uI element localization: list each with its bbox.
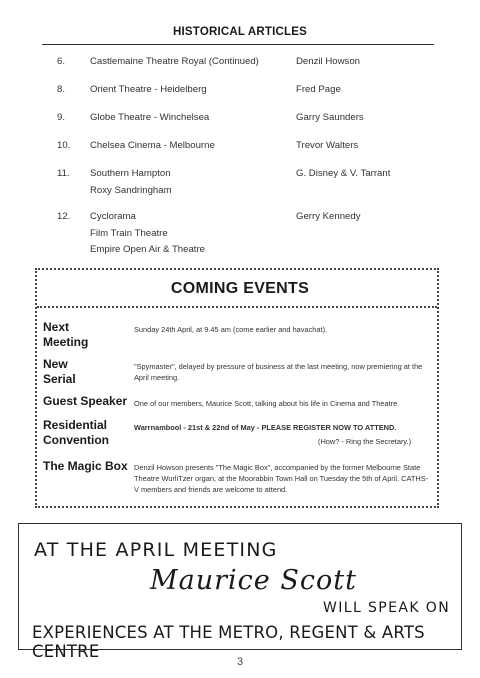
article-number: 10.: [57, 140, 71, 151]
article-title: Roxy Sandringham: [90, 184, 172, 196]
article-title: Chelsea Cinema - Melbourne: [90, 140, 215, 151]
coming-events-rule: [37, 306, 437, 308]
event-label-line: Serial: [43, 372, 76, 386]
article-title: Orient Theatre - Heidelberg: [90, 84, 207, 95]
april-meeting-heading: AT THE APRIL MEETING: [34, 539, 278, 561]
article-author: Fred Page: [296, 84, 341, 95]
article-author: G. Disney & V. Tarrant: [296, 168, 391, 179]
event-label-line: Residential: [43, 418, 108, 432]
event-label-line: New: [43, 357, 68, 371]
event-text-residential-convention-note: (How? - Ring the Secretary.): [318, 437, 412, 446]
event-label-line: Convention: [43, 433, 109, 447]
article-title: Castlemaine Theatre Royal (Continued): [90, 56, 259, 67]
article-number: 12.: [57, 211, 71, 222]
speaker-name: Maurice Scott: [150, 565, 357, 596]
talk-topic: EXPERIENCES AT THE METRO, REGENT & ARTS CENTRE: [32, 623, 425, 661]
article-number: 6.: [57, 56, 66, 67]
event-text-magic-box: Denzil Howson presents "The Magic Box", accompanied by the former Melbourne State Theatre WurliTzer organ, at the Moorabbin Town Hall on Tuesday the 5th of April. CATHS-V members and friends are welcome to attend.: [134, 463, 429, 494]
page-number: 3: [236, 656, 244, 668]
event-label-guest-speaker: [43, 394, 127, 409]
article-title: Cyclorama: [90, 211, 136, 222]
coming-events-heading: COMING EVENTS: [170, 280, 310, 297]
article-author: Gerry Kennedy: [296, 211, 361, 222]
article-number: 11.: [57, 168, 70, 179]
event-label-next-meeting: [43, 320, 88, 350]
article-title: Southern Hampton: [90, 168, 171, 179]
event-label-line: The Magic Box: [43, 459, 128, 473]
article-title: Empire Open Air & Theatre: [90, 244, 206, 255]
article-author: Garry Saunders: [296, 112, 364, 123]
will-speak-on: WILL SPEAK ON: [323, 600, 451, 616]
event-label-line: Meeting: [43, 335, 89, 349]
event-label-magic-box: [43, 459, 128, 474]
article-title: Film Train Theatre: [90, 227, 168, 239]
event-text-residential-convention: Warrnambool - 21st & 22nd of May - PLEASE REGISTER NOW TO ATTEND.: [134, 423, 397, 432]
event-label-line: Next: [43, 320, 70, 334]
event-text-next-meeting: Sunday 24th April, at 9.45 am (come earlier and havachat).: [134, 325, 328, 334]
article-author: Denzil Howson: [296, 56, 360, 67]
event-text-guest-speaker: One of our members, Maurice Scott, talking about his life in Cinema and Theatre: [134, 399, 398, 408]
event-label-line: Guest Speaker: [43, 394, 128, 408]
heading-rule: [42, 44, 434, 45]
event-label-new-serial: [43, 357, 76, 387]
event-text-new-serial: "Spymaster", delayed by pressure of business at the last meeting, now premiering at the April meeting.: [134, 362, 423, 382]
article-author: Trevor Walters: [296, 140, 359, 151]
article-number: 8.: [57, 84, 66, 95]
article-title: Globe Theatre - Winchelsea: [90, 112, 210, 123]
article-number: 9.: [57, 112, 66, 123]
event-label-residential-convention: [43, 418, 109, 448]
historical-articles-heading: HISTORICAL ARTICLES: [173, 26, 307, 38]
